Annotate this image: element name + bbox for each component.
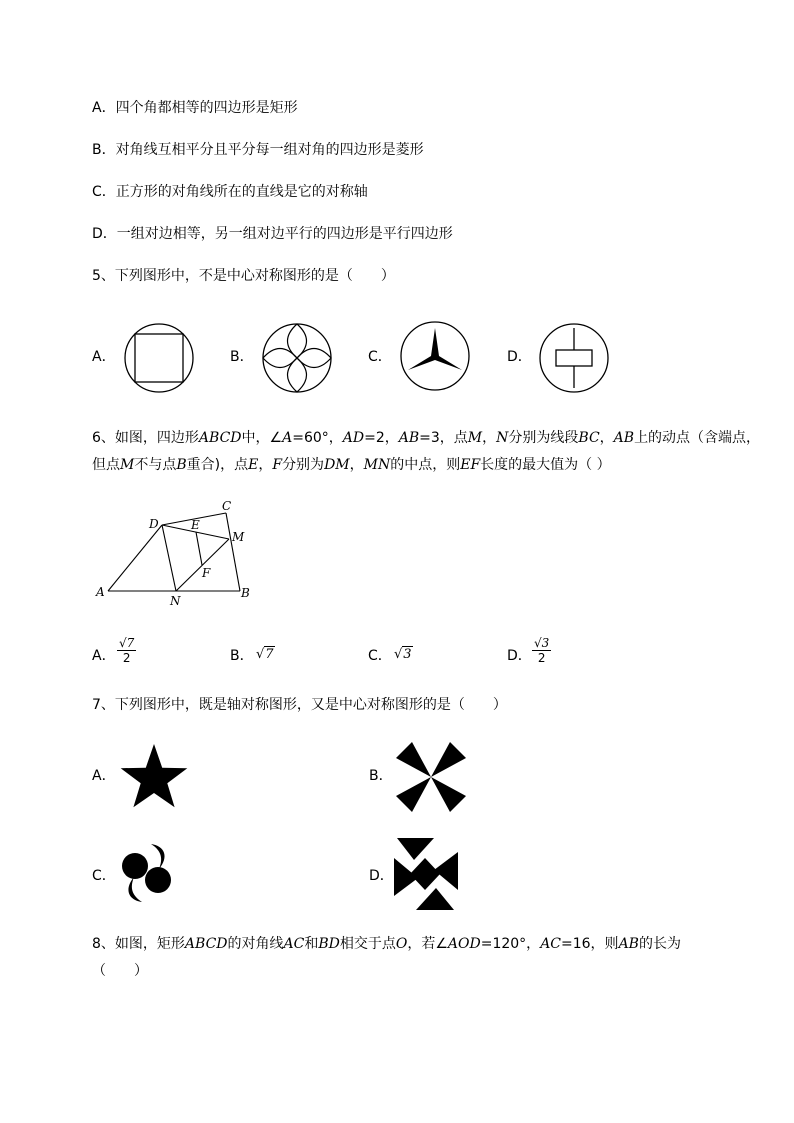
text: ，	[599, 430, 614, 446]
var: F	[272, 457, 283, 473]
option-label: A．	[92, 100, 116, 116]
q8-answer-blank: （ ）	[92, 963, 148, 979]
text: ，	[258, 457, 273, 473]
var: BC	[578, 430, 600, 446]
q7-figure-d-triangles	[392, 838, 460, 912]
option-label: D．	[92, 226, 117, 242]
var: M	[120, 457, 135, 473]
option-text: 对角线互相平分且平分每一组对角的四边形是菱形	[115, 142, 424, 158]
var: B	[176, 457, 187, 473]
q4-option-a	[92, 99, 298, 117]
q5-label-c: C．	[368, 349, 392, 365]
var: AB	[398, 430, 420, 446]
q4-option-b	[92, 141, 424, 159]
point-label-a: A	[96, 585, 105, 599]
text: =16，则	[561, 936, 619, 952]
q6-label-a: A．	[92, 648, 116, 664]
point-label-b: B	[241, 586, 250, 600]
fraction-denominator: 2	[537, 651, 546, 665]
var: AB	[618, 936, 639, 952]
fraction-numerator	[117, 636, 136, 651]
text: 分别为线段	[508, 430, 579, 446]
var: AB	[613, 430, 635, 446]
text: 中，∠	[241, 430, 283, 446]
var: O	[395, 936, 408, 952]
text: 的中点，则	[390, 457, 461, 473]
var: AD	[342, 430, 365, 446]
var: E	[248, 457, 259, 473]
var: A	[282, 430, 293, 446]
var: N	[496, 430, 509, 446]
q6-answer-a-fraction	[117, 636, 136, 665]
var: ABCD	[184, 936, 228, 952]
text: ，	[349, 457, 364, 473]
var: AC	[283, 936, 305, 952]
q5-label-d: D．	[507, 349, 532, 365]
q6-answer-c-sqrt	[394, 647, 413, 662]
radical-sign: √	[394, 647, 403, 662]
q6-stem-line1	[92, 429, 760, 447]
q6-quadrilateral-figure	[90, 497, 265, 609]
q5-figure-d	[538, 322, 610, 394]
option-text: 一组对边相等，另一组对边平行的四边形是平行四边形	[116, 226, 453, 242]
q6-label-c: C．	[368, 648, 392, 664]
point-label-f: F	[202, 566, 211, 580]
var: AC	[540, 936, 562, 952]
text: 相交于点	[339, 936, 396, 952]
option-label: B．	[92, 142, 116, 158]
q7-figure-c-comma	[116, 843, 178, 905]
q6-answer-b-sqrt	[256, 647, 275, 662]
radicand: 3	[541, 636, 550, 650]
q5-label-a: A．	[92, 349, 116, 365]
text: 分别为	[282, 457, 325, 473]
option-text: 正方形的对角线所在的直线是它的对称轴	[115, 184, 368, 200]
text: 的对角线	[227, 936, 284, 952]
q5-label-b: B．	[230, 349, 254, 365]
text: ，若∠	[407, 936, 448, 952]
q7-label-c: C．	[92, 868, 116, 884]
radical-sign: √	[256, 647, 265, 662]
q7-label-b: B．	[369, 768, 393, 784]
q5-stem: 5、下列图形中，不是中心对称图形的是（ ）	[92, 268, 395, 284]
q5-figure-b	[261, 322, 333, 394]
text: 8、如图，矩形	[92, 936, 185, 952]
fraction-numerator	[532, 636, 551, 651]
point-label-m: M	[232, 530, 245, 544]
fraction-denominator: 2	[122, 651, 131, 665]
text: 6、如图，四边形	[92, 430, 199, 446]
radical-sign: √	[534, 636, 542, 650]
text: =2，	[364, 430, 399, 446]
point-label-n: N	[170, 594, 181, 608]
q7-stem: 7、下列图形中，既是轴对称图形，又是中心对称图形的是（ ）	[92, 697, 507, 713]
radicand: 3	[403, 647, 412, 662]
q4-option-d	[92, 225, 453, 243]
var: AOD	[447, 936, 481, 952]
text: 和	[304, 936, 319, 952]
text: ，	[482, 430, 497, 446]
q8-stem	[92, 935, 681, 953]
text: 重合)，点	[186, 457, 249, 473]
text: 上的动点（含端点，	[634, 430, 761, 446]
var: DM	[324, 457, 350, 473]
point-label-e: E	[191, 518, 200, 532]
q6-label-d: D．	[507, 648, 532, 664]
var: M	[467, 430, 483, 446]
q6-stem-line2	[92, 456, 611, 474]
text: 的长为	[638, 936, 681, 952]
text: =120°，	[480, 936, 541, 952]
q7-figure-b-pinwheel	[394, 740, 468, 814]
text: =60°，	[292, 430, 343, 446]
q5-figure-a	[123, 322, 195, 394]
var: BD	[318, 936, 340, 952]
radicand: 7	[265, 647, 274, 662]
q5-figure-c	[399, 320, 471, 392]
q7-figure-a-star	[118, 742, 190, 812]
radical-sign: √	[119, 636, 127, 650]
text: 不与点	[134, 457, 177, 473]
option-text: 四个角都相等的四边形是矩形	[115, 100, 298, 116]
option-label: C．	[92, 184, 116, 200]
radicand: 7	[126, 636, 135, 650]
text: =3，点	[419, 430, 468, 446]
point-label-c: C	[222, 499, 232, 513]
var: ABCD	[198, 430, 242, 446]
q6-answer-d-fraction	[532, 636, 551, 665]
q6-label-b: B．	[230, 648, 254, 664]
q4-option-c	[92, 183, 368, 201]
q7-label-d: D．	[369, 868, 394, 884]
var: MN	[363, 457, 391, 473]
point-label-d: D	[149, 517, 159, 531]
text: 但点	[92, 457, 120, 473]
var: EF	[460, 457, 481, 473]
text: 长度的最大值为（ ）	[480, 457, 611, 473]
q7-label-a: A．	[92, 768, 116, 784]
